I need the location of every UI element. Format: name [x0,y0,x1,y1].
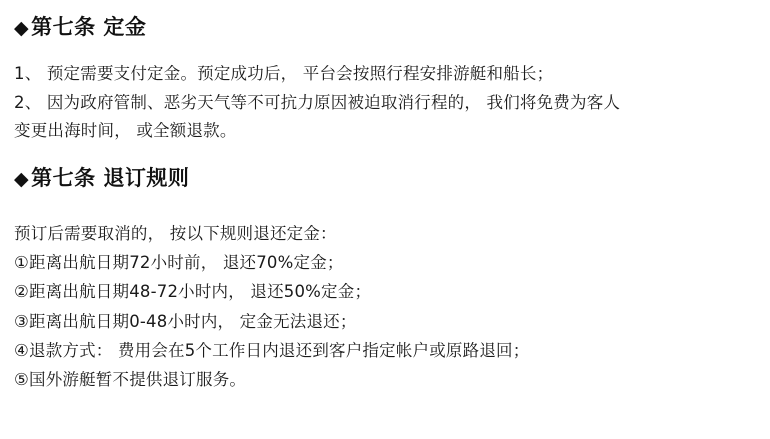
list-item: ③距离出航日期0-48小时内， 定金无法退还； [14,311,357,331]
section-refund-intro [14,220,756,248]
section-deposit-title: 第七条 定金 [31,15,147,39]
heading-gap [14,198,756,220]
list-item: ②距离出航日期48-72小时内， 退还50%定金； [14,282,372,302]
list-item: ④退款方式： 费用会在5个工作日内退还到客户指定帐户或原路退回； [14,341,530,361]
deposit-paragraph-2: 2、 因为政府管制、恶劣天气等不可抗力原因被迫取消行程的， 我们将免费为客人 [14,92,621,112]
section-deposit-body [14,60,756,145]
refund-intro-text: 预订后需要取消的， 按以下规则退还定金： [14,223,337,243]
section-refund-heading [14,165,756,191]
list-item: ⑤国外游艇暂不提供退订服务。 [14,370,247,390]
diamond-bullet-icon: ◆ [14,168,30,191]
refund-rule-list [14,248,756,395]
section-deposit-heading [14,14,756,40]
diamond-bullet-icon: ◆ [14,17,30,39]
deposit-paragraph-3: 变更出海时间， 或全额退款。 [14,121,237,140]
section-refund-rules [14,165,756,394]
deposit-paragraph-1: 1、 预定需要支付定金。预定成功后， 平台会按照行程安排游艇和船长； [14,64,554,84]
section-gap [14,145,756,165]
heading-gap [14,46,756,60]
list-item: ①距离出航日期72小时前， 退还70%定金； [14,253,344,272]
section-deposit [14,14,756,145]
section-refund-title: 第七条 退订规则 [31,166,190,191]
